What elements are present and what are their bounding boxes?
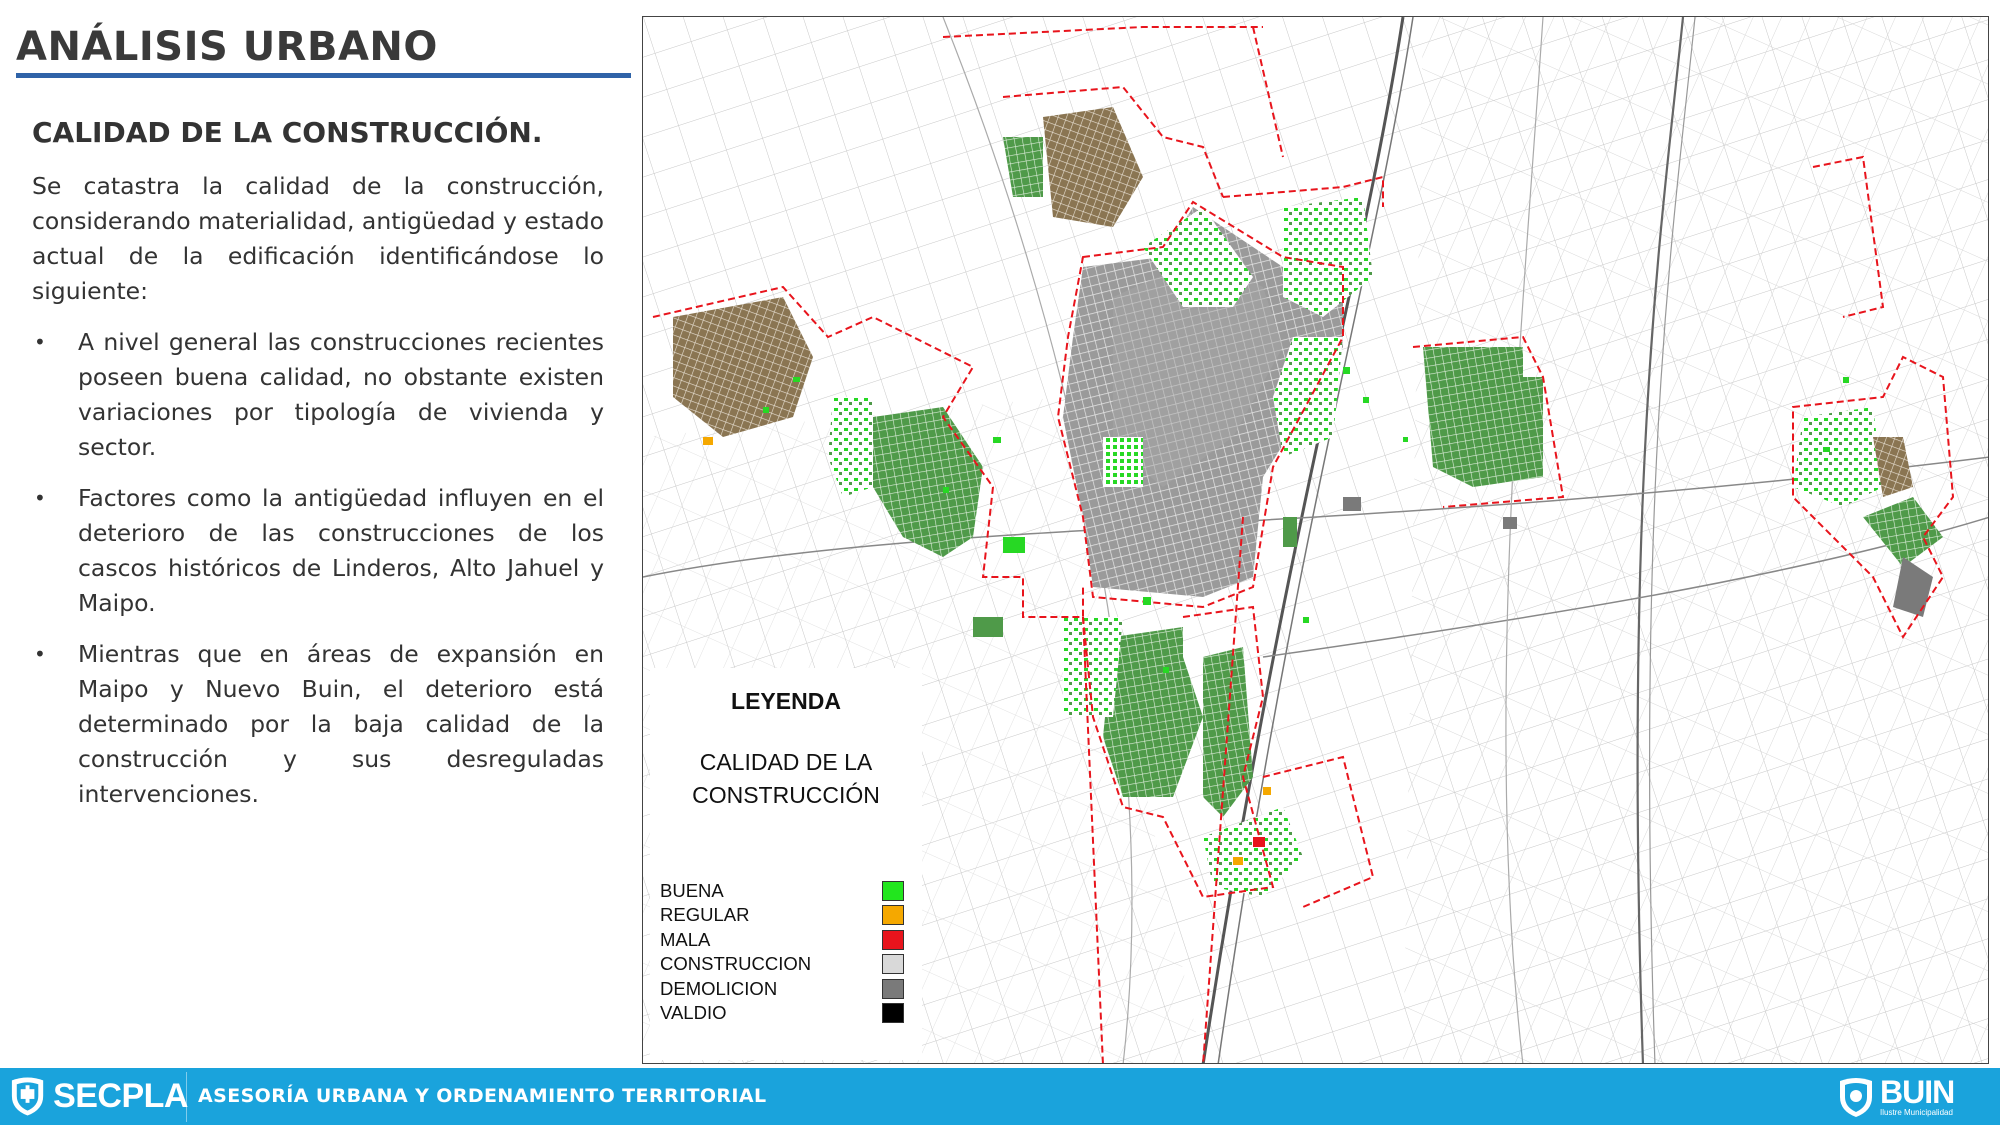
legend-title: LEYENDA (731, 688, 841, 714)
legend-label: REGULAR (660, 904, 750, 926)
footer-tagline: ASESORÍA URBANA Y ORDENAMIENTO TERRITORIAL (198, 1085, 767, 1107)
legend-subtitle-line: CONSTRUCCIÓN (692, 782, 880, 808)
legend-swatch (882, 1003, 904, 1023)
legend-label: CONSTRUCCION (660, 953, 812, 975)
legend-swatch (882, 881, 904, 901)
bullet-text: Mientras que en áreas de expansión en Maipo y Nuevo Buin, el deterioro está determinado por la baja calidad de la construcción y sus desreguladas intervenciones. (78, 640, 604, 808)
legend-items (660, 880, 912, 1026)
legend-label: DEMOLICION (660, 977, 778, 999)
buin-logo-subtitle: Ilustre Municipalidad (1880, 1108, 1953, 1117)
bullet-icon: • (34, 642, 46, 666)
bullet-text: A nivel general las construcciones recientes poseen buena calidad, no obstante existen variaciones por tipología de vivienda y sector. (78, 328, 604, 461)
bullet-item (32, 637, 604, 812)
legend-swatch (882, 954, 904, 974)
legend-subtitle (650, 746, 922, 812)
bullet-list (32, 325, 604, 812)
legend-swatch (882, 979, 904, 999)
legend-item-valdio (660, 1002, 912, 1026)
bullet-icon: • (34, 330, 46, 354)
shield-icon (8, 1074, 47, 1118)
legend-label: BUENA (660, 880, 724, 901)
footer-bar (0, 1068, 2000, 1125)
buin-logo-text-group (1880, 1076, 1954, 1118)
legend-label: VALDIO (660, 1001, 727, 1023)
legend-item-buena (660, 880, 912, 904)
legend-item-demolicion (660, 978, 912, 1002)
secpla-logo-text: SECPLA (53, 1076, 188, 1115)
footer-divider (186, 1072, 187, 1122)
intro-paragraph: Se catastra la calidad de la construcción, considerando materialidad, antigüedad y estado actual de la edificación identificándose lo siguiente: (32, 172, 604, 305)
page-title: ANÁLISIS URBANO (16, 24, 438, 70)
legend-label: MALA (660, 928, 711, 950)
page-title-block (16, 16, 631, 78)
section-subtitle: CALIDAD DE LA CONSTRUCCIÓN. (32, 116, 543, 149)
text-column (32, 116, 604, 828)
legend-item-mala (660, 929, 912, 953)
bullet-item (32, 325, 604, 465)
bullet-icon: • (34, 486, 46, 510)
bullet-text: Factores como la antigüedad influyen en el deterioro de las construcciones de los cascos históricos de Linderos, Alto Jahuel y Maipo. (78, 484, 604, 617)
legend-subtitle-line: CALIDAD DE LA (699, 749, 873, 775)
legend-item-construccion (660, 953, 912, 977)
bullet-item (32, 481, 604, 621)
buin-logo-text: BUIN (1880, 1074, 1955, 1110)
map-legend (650, 668, 922, 1060)
secpla-logo (8, 1074, 188, 1118)
legend-swatch (882, 905, 904, 925)
legend-item-regular (660, 904, 912, 928)
legend-swatch (882, 930, 904, 950)
shield-icon (1836, 1075, 1876, 1119)
buin-logo (1836, 1074, 1996, 1120)
